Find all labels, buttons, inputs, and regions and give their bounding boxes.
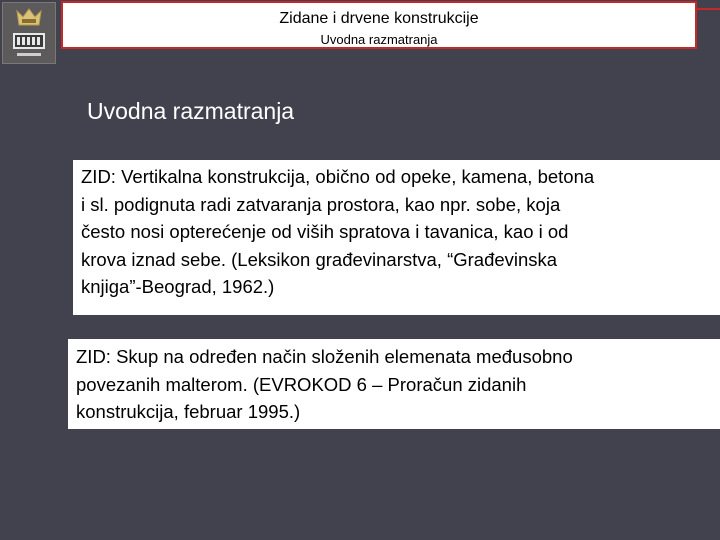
paragraph-line: konstrukcija, februar 1995.) bbox=[76, 401, 301, 422]
paragraph-line: često nosi opterećenje od viših spratova i tavanica, kao i od bbox=[81, 221, 569, 242]
paragraph-line: i sl. podignuta radi zatvaranja prostora, kao npr. sobe, koja bbox=[81, 193, 561, 215]
slide-title: Uvodna razmatranja bbox=[87, 98, 295, 124]
header-banner bbox=[61, 1, 697, 49]
paragraph-line: knjiga”-Beograd, 1962.) bbox=[81, 276, 275, 297]
paragraph-line: povezanih malterom. (EVROKOD 6 – Proračun zidanih bbox=[76, 373, 527, 395]
university-crest-icon bbox=[2, 2, 56, 64]
definition-paragraph-1 bbox=[73, 160, 720, 315]
header-accent-line bbox=[697, 8, 720, 10]
paragraph-line: ZID: Skup na određen način složenih elemenata međusobno bbox=[76, 346, 573, 367]
paragraph-line: krova iznad sebe. (Leksikon građevinarstva, “Građevinska bbox=[81, 248, 558, 270]
paragraph-line: ZID: Vertikalna konstrukcija, obično od opeke, kamena, betona bbox=[81, 166, 595, 187]
section-subtitle: Uvodna razmatranja bbox=[320, 32, 438, 47]
definition-paragraph-2 bbox=[68, 339, 720, 429]
course-title: Zidane i drvene konstrukcije bbox=[279, 10, 479, 27]
